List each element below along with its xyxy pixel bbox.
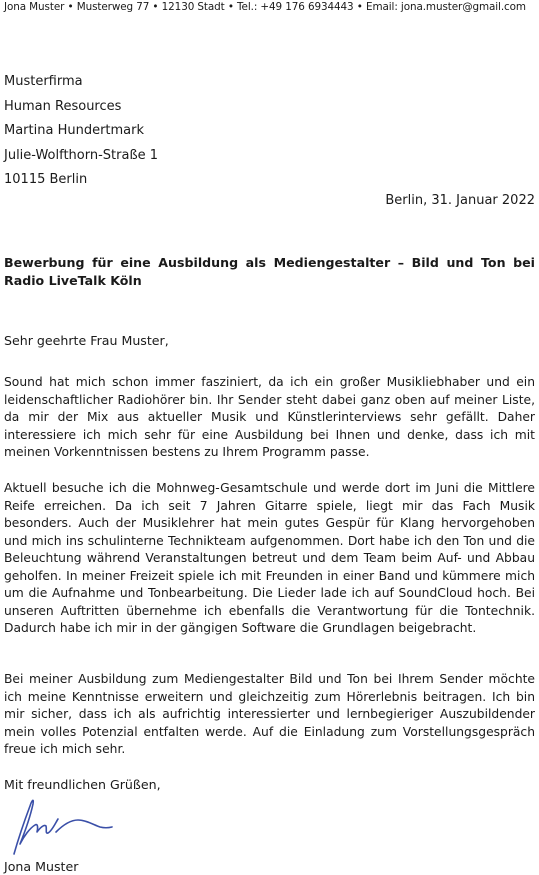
recipient-company: Musterfirma: [4, 74, 83, 89]
letter-salutation: Sehr geehrte Frau Muster,: [4, 333, 169, 348]
letter-subject: Bewerbung für eine Ausbildung als Mediengestalter – Bild und Ton bei Radio LiveTalk Köln: [4, 255, 535, 288]
recipient-contact-person: Martina Hundertmark: [4, 123, 145, 138]
letter-date: Berlin, 31. Januar 2022: [385, 193, 535, 208]
handwritten-signature: [4, 792, 116, 856]
letter-closing: Mit freundlichen Grüßen,: [4, 777, 161, 792]
recipient-department: Human Resources: [4, 98, 122, 114]
body-paragraph-experience: Aktuell besuche ich die Mohnweg-Gesamtschule und werde dort im Juni die Mittlere Reife erreichen. Da ich seit 7 Jahren Gitarre spiele, liegt mir das Fach Musik besonders. Auch der Musiklehrer hat mein gutes Gespür für Klang hervorgehoben und mich ins schulinterne Technikteam aufgenommen. Dort habe ich den Ton und die Beleuchtung während Veranstaltungen betreut und dem Team beim Auf- und Abbau geholfen. In meiner Freizeit spiele ich mit Freunden in einer Band und kümmere mich um die Aufnahme und Tonbearbeitung. Die Lieder lade ich auf SoundCloud hoch. Bei unseren Auftritten übernehme ich ebenfalls die Verantwortung für die Tontechnik. Dadurch habe ich mir in der gängigen Software die Grundlagen beigebracht.: [4, 481, 535, 635]
recipient-city: 10115 Berlin: [4, 172, 88, 187]
body-paragraph-motivation: Sound hat mich schon immer fasziniert, da ich ein großer Musikliebhaber und ein leidenschaftlicher Radiohörer bin. Ihr Sender steht dabei ganz oben auf meiner Liste, da mir der Mix aus aktueller Musik und Künstlerinterviews sehr gefällt. Daher interessiere ich mich sehr für eine Ausbildung bei Ihnen und denke, dass ich mit meinen Vorkenntnissen bestens zu Ihrem Programm passe.: [4, 375, 535, 459]
recipient-street: Julie-Wolfthorn-Straße 1: [4, 147, 159, 163]
body-paragraph-outlook: Bei meiner Ausbildung zum Mediengestalter Bild und Ton bei Ihrem Sender möchte ich meine Kenntnisse erweitern und gleichzeitig zum Hörerlebnis beitragen. Ich bin mir sicher, dass ich als aufrichtig interessierter und lernbegieriger Auszubildender mein volles Potenzial entfalten werde. Auf die Einladung zum Vorstellungsgespräch freue ich mich sehr.: [4, 672, 535, 756]
sender-address-line: Jona Muster • Musterweg 77 • 12130 Stadt • Tel.: +49 176 6934443 • Email: jona.muster@gmail.com: [4, 1, 526, 13]
recipient-address-block: [4, 70, 158, 193]
signer-name: Jona Muster: [4, 859, 79, 874]
